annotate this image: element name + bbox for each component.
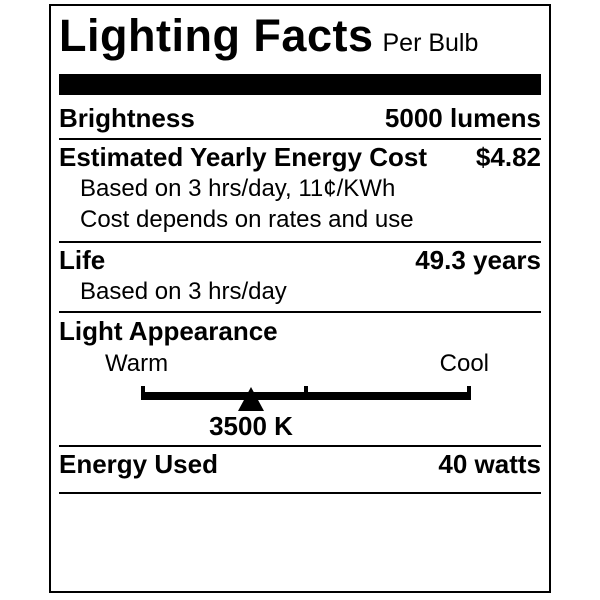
life-value: 49.3 years: [415, 245, 541, 275]
energy-used-value: 40 watts: [438, 449, 541, 479]
color-temperature-marker-icon: [238, 387, 264, 411]
energy-cost-note-basis: Based on 3 hrs/day, 11¢/KWh: [80, 175, 396, 202]
energy-cost-note-disclaimer: Cost depends on rates and use: [80, 206, 414, 233]
brightness-label: Brightness: [59, 103, 195, 133]
warm-cool-labels: [59, 348, 541, 379]
cool-label: Cool: [439, 350, 489, 377]
energy-cost-value: $4.82: [475, 142, 541, 172]
color-temperature-value: 3500 K: [209, 411, 293, 441]
energy-used-label: Energy Used: [59, 449, 218, 479]
energy-used-section: [59, 447, 541, 494]
brightness-value: 5000 lumens: [384, 103, 541, 133]
energy-cost-section: [59, 140, 541, 243]
scale-tick-middle: [304, 386, 308, 400]
scale-tick-left: [141, 386, 145, 400]
light-appearance-row: [59, 315, 541, 347]
energy-cost-row: [59, 141, 541, 173]
life-note-basis: Based on 3 hrs/day: [80, 278, 287, 305]
life-label: Life: [59, 245, 106, 275]
light-appearance-label: Light Appearance: [59, 316, 278, 346]
warm-label: Warm: [105, 350, 169, 377]
header-separator-bar: [59, 74, 541, 95]
brightness-row: [59, 102, 541, 134]
lighting-facts-label: [49, 4, 551, 593]
life-section: [59, 243, 541, 313]
label-header: [59, 10, 541, 68]
life-row: [59, 244, 541, 276]
scale-tick-right: [467, 386, 471, 400]
color-temperature-scale: [59, 379, 541, 445]
brightness-section: [59, 95, 541, 140]
energy-used-row: [59, 448, 541, 480]
energy-cost-label: Estimated Yearly Energy Cost: [59, 142, 428, 172]
light-appearance-section: [59, 313, 541, 447]
label-title: Lighting Facts: [59, 10, 374, 61]
label-subtitle: Per Bulb: [382, 29, 479, 57]
